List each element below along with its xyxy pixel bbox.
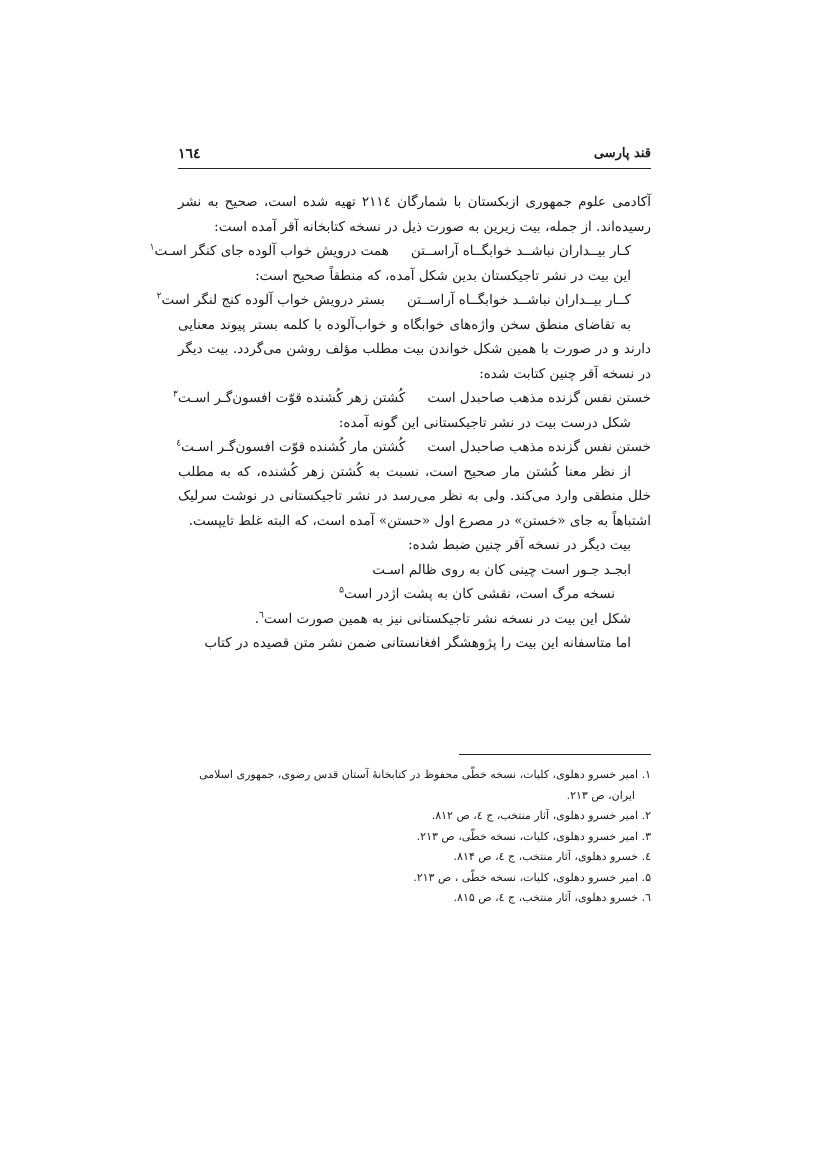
- footnote-ref[interactable]: ۱: [149, 242, 155, 253]
- hemistich: کـار بیــداران نباشــد خوابگــاه آراســتن: [410, 243, 631, 259]
- footnote-text: خسرو دهلوی، آثار منتخب، ج ٤، ص ۸۱۵.: [453, 891, 639, 904]
- book-title: قند پارسی: [593, 146, 651, 161]
- footnote-ref[interactable]: ٤: [176, 438, 182, 449]
- footnote-number: ۲.: [641, 809, 651, 822]
- footnote: [178, 806, 651, 827]
- hemistich-text: کُشتن زهر کُشنده قوّت افسون‌گـر اسـت: [177, 390, 406, 406]
- hemistich: کــار بیــداران نباشــد خوابگــاه آراســتن: [406, 292, 631, 308]
- footnote-separator: [459, 754, 651, 755]
- footnote-number: ۱.: [641, 768, 651, 781]
- hemistich-with-ref: [339, 582, 615, 607]
- paragraph-text: شکل این بیت در نسخه نشر تاجیکستانی نیز به همین صورت است: [263, 610, 631, 627]
- footnote: [178, 765, 651, 806]
- paragraph: آکادمی علوم جمهوری ازبکستان با شمارگان ۲۱۱٤ تهیه شده است، صحیح به نشر رسیده‌اند. از جمله، بیت زیرین به صورت ذیل در نسخه کتابخانه آقر آمده است:: [178, 194, 651, 235]
- hemistich-text: همت درویش خواب آلوده جای کنگر اسـت: [154, 243, 389, 259]
- hemistich-with-ref: [157, 288, 385, 313]
- footnote-number: ۵.: [641, 870, 651, 884]
- hemistich-text: نسخه مرگ است، نقشی کان به پشت اژدر است: [343, 586, 615, 602]
- footnotes: [178, 765, 651, 909]
- footnote-text-continued: ایران، ص ۲۱۳.: [566, 788, 635, 802]
- verse-line: [156, 288, 651, 313]
- footnote-ref[interactable]: ٦: [259, 610, 264, 620]
- verse-line: [178, 435, 651, 460]
- footnote: [178, 868, 651, 889]
- body-text: [149, 190, 651, 656]
- footnote-text: امیر خسرو دهلوی، کلیات، نسخه خطّی، ص ۲۱۳.: [416, 829, 639, 843]
- footnote: [178, 847, 651, 868]
- footnote-number: ٤.: [641, 850, 651, 863]
- paragraph: [178, 607, 651, 632]
- paragraph: از نظر معنا کُشتن مار صحیح است، نسبت به کُشتن زهر کُشنده، که به مطلب خلل منطقی وارد می‌کند. ولی به نظر می‌رسد در نشر تاجیکستانی در نوشت سرلیک اشتباهاً به جای «خستن» در مصرع اول «حستن» آمده است، که البته غلط تایپست.: [178, 463, 651, 529]
- verse-line: [178, 582, 651, 607]
- footnote: [178, 888, 651, 909]
- paragraph: بیت دیگر در نسخه آقر چنین ضبط شده:: [408, 537, 631, 553]
- hemistich-with-ref: [173, 386, 405, 411]
- period: .: [254, 610, 260, 627]
- hemistich-with-ref: [176, 435, 405, 460]
- hemistich-text: بستر درویش خواب آلوده کنج لنگر است: [161, 292, 385, 308]
- footnote-ref[interactable]: ۳: [173, 389, 178, 400]
- footnote-ref[interactable]: ۵: [339, 585, 344, 596]
- footnote-number: ۳.: [641, 829, 651, 843]
- footnote-text: خسرو دهلوی، آثار منتخب، ج ٤، ص ۸۱۴.: [453, 850, 639, 863]
- hemistich-with-ref: [150, 239, 389, 264]
- footnote: [178, 827, 651, 848]
- paragraph: اما متاسفانه این بیت را پژوهشگر افغانستانی ضمن نشر متن قصیده در کتاب: [204, 635, 631, 651]
- footnote-text: امیر خسرو دهلوی، کلیات، نسخه خطّی ، ص ۲۱۳.: [413, 870, 639, 884]
- verse-line: [173, 386, 651, 411]
- verse-line: [178, 558, 651, 583]
- page-number: ۱٦٤: [178, 146, 201, 162]
- hemistich: خستن نفس گزنده مذهب صاحبدل است: [427, 439, 651, 455]
- paragraph: شکل درست بیت در نشر تاجیکستانی این گونه آمده:: [338, 414, 631, 431]
- paragraph: این بیت در نشر تاجیکستان بدین شکل آمده، که منطقاً صحیح است:: [255, 267, 631, 284]
- verse-line: [149, 239, 651, 264]
- hemistich: خستن نفس گزنده مذهب صاحبدل است: [427, 390, 651, 406]
- hemistich-text: کُشتن مار کُشنده قوّت افسون‌گـر اسـت: [181, 439, 406, 455]
- footnote-number: ٦.: [641, 891, 651, 904]
- footnote-ref[interactable]: ۲: [156, 291, 162, 302]
- hemistich: ابجـد جـور است چینی کان به روی ظالم اسـت: [372, 561, 631, 578]
- footnote-text: امیر خسرو دهلوی، کلیات، نسخه خطّی محفوظ در کتابخانهٔ آستان قدس رضوی، جمهوری اسلامی: [199, 768, 639, 781]
- running-header: [178, 146, 651, 169]
- footnote-text: امیر خسرو دهلوی، آثار منتخب، ج ٤، ص ۸۱۲.: [431, 809, 639, 822]
- paragraph: به تقاضای منطق سخن واژه‌های خوابگاه و خواب‌آلوده با کلمه بستر پیوند معنایی دارند و در صورت با همین شکل خواندن بیت مطلب مؤلف روشن می‌گردد. بیت دیگر در نسخه آقر چنین کتابت شده:: [178, 316, 651, 382]
